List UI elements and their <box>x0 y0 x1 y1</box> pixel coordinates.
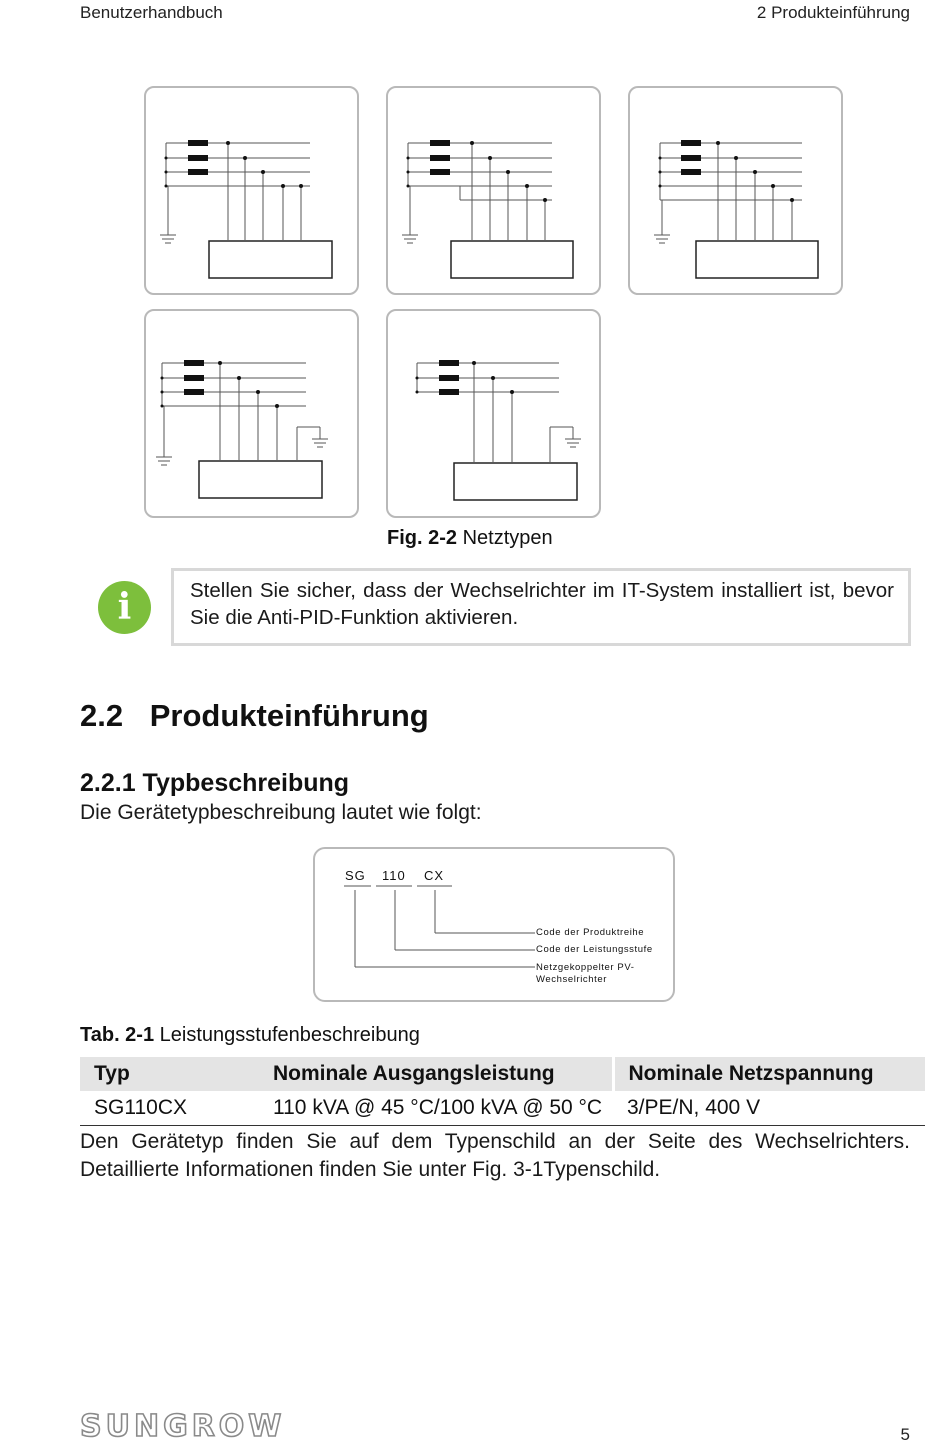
header-type: Typ <box>80 1057 259 1091</box>
table-header-row <box>80 1057 925 1091</box>
figure-title: Netztypen <box>462 527 553 549</box>
sungrow-logo: SUNGROW <box>80 1409 286 1444</box>
grid-diagram-2-drawing <box>388 88 603 297</box>
table-caption <box>80 1024 420 1047</box>
label-grid-inverter-2: Wechselrichter <box>536 974 608 985</box>
header-left: Benutzerhandbuch <box>80 3 223 22</box>
table-title: Leistungsstufenbeschreibung <box>159 1024 420 1046</box>
table-number: Tab. 2-1 <box>80 1024 155 1046</box>
type-code-diagram <box>313 847 675 1002</box>
section-heading <box>80 698 429 734</box>
info-icon: i <box>98 581 151 634</box>
header-output: Nominale Ausgangsleistung <box>259 1057 613 1091</box>
grid-diagram-5 <box>386 309 601 518</box>
section-title: Produkteinführung <box>149 698 429 733</box>
table-row <box>80 1091 925 1126</box>
page-number: 5 <box>900 1425 910 1444</box>
figure-caption <box>387 527 553 550</box>
header-voltage: Nominale Netzspannung <box>613 1057 925 1091</box>
label-product-series: Code der Produktreihe <box>536 927 645 938</box>
grid-diagram-4 <box>144 309 359 518</box>
label-power-level: Code der Leistungsstufe <box>536 944 653 955</box>
grid-diagram-2 <box>386 86 601 295</box>
figure-number: Fig. 2-2 <box>387 527 458 549</box>
grid-diagram-3-drawing <box>630 88 845 297</box>
grid-diagram-1-drawing <box>146 88 361 297</box>
grid-diagram-5-drawing <box>388 311 603 520</box>
grid-diagram-1 <box>144 86 359 295</box>
nameplate-paragraph: Den Gerätetyp finden Sie auf dem Typenschild an der Seite des Wechselrichters. Detaillierte Informationen finden Sie unter Fig. 3-1Typenschild. <box>80 1130 910 1181</box>
cell-type: SG110CX <box>80 1091 259 1126</box>
grid-diagram-4-drawing <box>146 311 361 520</box>
label-grid-inverter-1: Netzgekoppelter PV- <box>536 962 635 973</box>
note-box <box>171 568 911 646</box>
type-code-series: SG <box>345 868 366 883</box>
subsection-heading: 2.2.1 Typbeschreibung <box>80 769 350 797</box>
type-code-power: 110 <box>382 868 406 883</box>
subsection-intro: Die Gerätetypbeschreibung lautet wie folgt: <box>80 801 482 824</box>
note-text: Stellen Sie sicher, dass der Wechselrichter im IT-System installiert ist, bevor Sie die Anti-PID-Funktion aktivieren. <box>190 579 894 629</box>
header-right: 2 Produkteinführung <box>756 3 910 22</box>
cell-voltage: 3/PE/N, 400 V <box>613 1091 925 1126</box>
section-number: 2.2 <box>80 698 124 733</box>
type-code-suffix: CX <box>424 868 445 883</box>
power-level-table <box>80 1057 925 1126</box>
cell-output: 110 kVA @ 45 °C/100 kVA @ 50 °C <box>259 1091 613 1126</box>
grid-diagram-3 <box>628 86 843 295</box>
type-code-lines <box>315 849 673 1000</box>
